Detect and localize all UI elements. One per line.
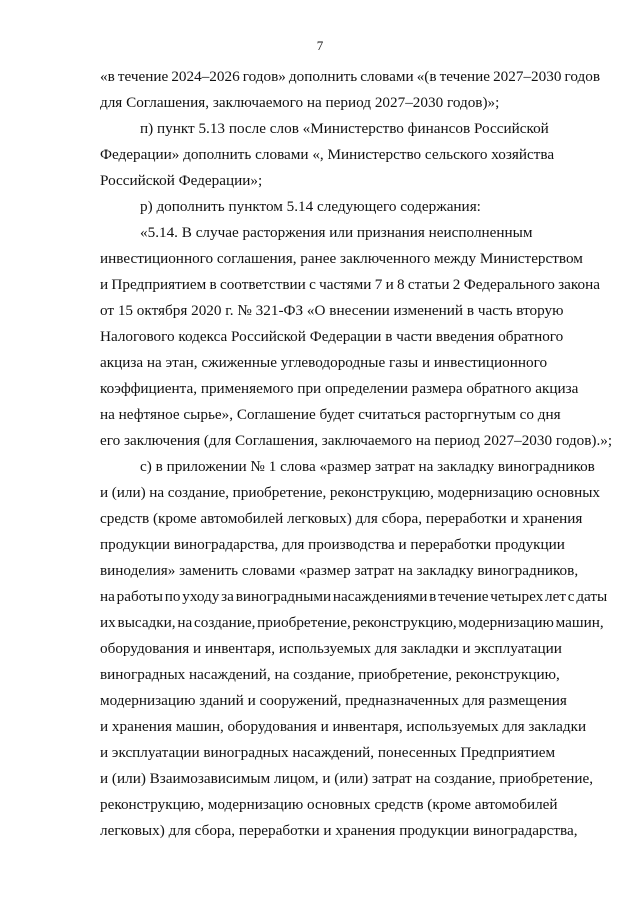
text-line: коэффициента, применяемого при определении размера обратного акциза — [100, 380, 579, 397]
paragraph-clause-5-14 — [100, 220, 613, 454]
text-line: на работы по уходу за виноградными насаждениями в течение четырех лет с даты — [100, 588, 608, 605]
text-line: и Предприятием в соответствии с частями 7 и 8 статьи 2 Федерального закона — [100, 276, 600, 293]
text-line: их высадки, на создание, приобретение, реконструкцию, модернизацию машин, — [100, 614, 604, 631]
paragraph-item-r — [100, 194, 600, 220]
text-line: от 15 октября 2020 г. № 321-ФЗ «О внесении изменений в часть вторую — [100, 302, 564, 319]
text-line: и (или) на создание, приобретение, реконструкцию, модернизацию основных — [100, 484, 600, 501]
text-line: средств (кроме автомобилей легковых) для сбора, переработки и хранения — [100, 510, 583, 527]
text-line: р) дополнить пунктом 5.14 следующего содержания: — [140, 198, 481, 215]
page-number: 7 — [316, 38, 324, 53]
paragraph-item-s — [100, 454, 608, 844]
text-line: акциза на этан, сжиженные углеводородные газы и инвестиционного — [100, 354, 548, 371]
text-line: инвестиционного соглашения, ранее заключенного между Министерством — [100, 250, 583, 267]
text-line: модернизацию зданий и сооружений, предназначенных для размещения — [100, 692, 567, 709]
paragraph-replace-period — [100, 64, 600, 116]
paragraph-item-p — [100, 116, 600, 194]
text-line: легковых) для сбора, переработки и хранения продукции виноградарства, — [100, 822, 578, 839]
text-line: Налогового кодекса Российской Федерации в части введения обратного — [100, 328, 564, 345]
text-line: продукции виноградарства, для производства и переработки продукции — [100, 536, 565, 553]
text-line: и эксплуатации виноградных насаждений, понесенных Предприятием — [100, 744, 556, 761]
text-line: реконструкцию, модернизацию основных средств (кроме автомобилей — [100, 796, 558, 813]
text-line: и (или) Взаимозависимым лицом, и (или) затрат на создание, приобретение, — [100, 770, 594, 787]
text-line: с) в приложении № 1 слова «размер затрат на закладку виноградников — [140, 458, 595, 475]
text-line: п) пункт 5.13 после слов «Министерство финансов Российской — [140, 120, 549, 137]
text-line: «в течение 2024–2026 годов» дополнить словами «(в течение 2027–2030 годов — [100, 68, 601, 85]
text-line: его заключения (для Соглашения, заключаемого на период 2027–2030 годов).»; — [100, 432, 613, 449]
text-line: «5.14. В случае расторжения или признания неисполненным — [140, 224, 533, 241]
text-line: для Соглашения, заключаемого на период 2027–2030 годов)»; — [100, 94, 500, 111]
text-line: и хранения машин, оборудования и инвентаря, используемых для закладки — [100, 718, 587, 735]
document-body — [100, 64, 613, 844]
text-line: Российской Федерации»; — [100, 172, 263, 189]
text-line: на нефтяное сырье», Соглашение будет считаться расторгнутым со дня — [100, 406, 561, 423]
text-line: оборудования и инвентаря, используемых для закладки и эксплуатации — [100, 640, 562, 657]
text-line: виноградных насаждений, на создание, приобретение, реконструкцию, — [100, 666, 560, 683]
text-line: Федерации» дополнить словами «, Министерство сельского хозяйства — [100, 146, 555, 163]
text-line: виноделия» заменить словами «размер затрат на закладку виноградников, — [100, 562, 579, 579]
